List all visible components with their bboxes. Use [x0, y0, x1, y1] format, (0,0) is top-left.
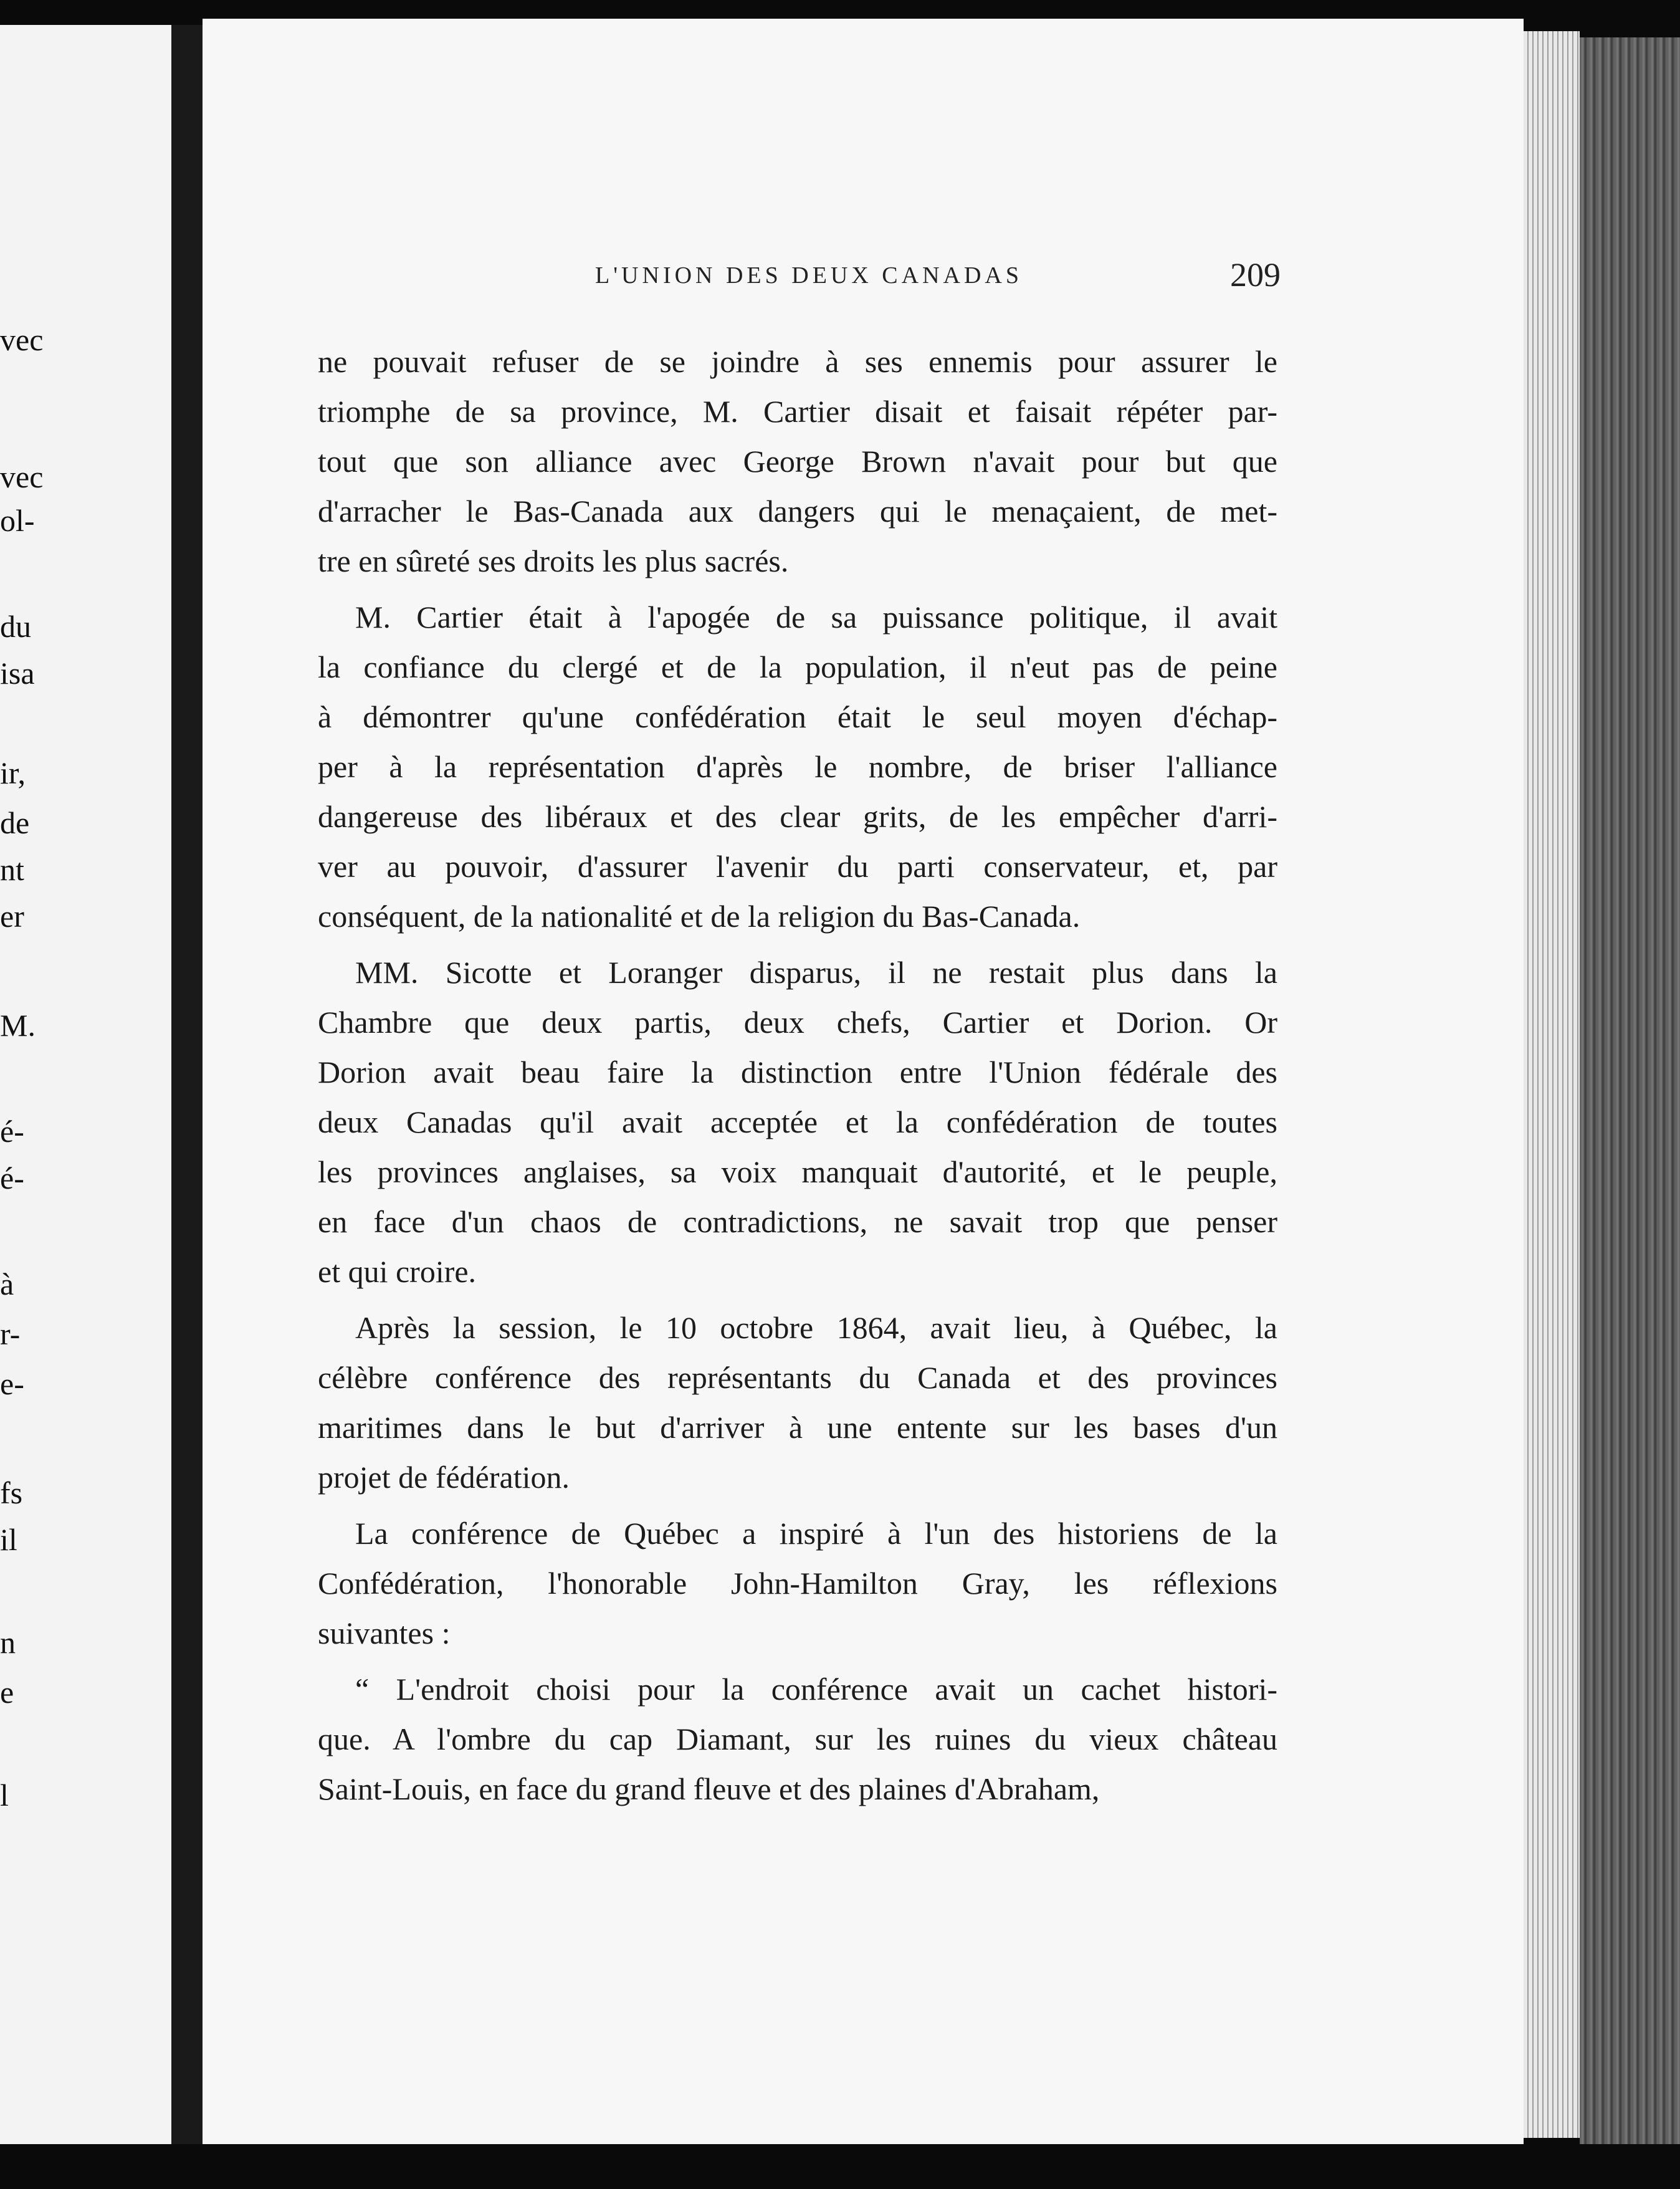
margin-fragment: de [0, 805, 30, 840]
text-line: les provinces anglaises, sa voix manquait d'autorité, et le peuple, [318, 1154, 1277, 1189]
text-line: en face d'un chaos de contradictions, ne savait trop que penser [318, 1204, 1277, 1239]
margin-fragment: M. [0, 1008, 36, 1043]
text-line: M. Cartier était à l'apogée de sa puissance politique, il avait [355, 600, 1277, 635]
paragraph [318, 1664, 1277, 1814]
paragraph [318, 947, 1277, 1296]
text-line: projet de fédération. [318, 1460, 570, 1495]
text-line: triomphe de sa province, M. Cartier disait et faisait répéter par- [318, 394, 1277, 429]
text-line: d'arracher le Bas-Canada aux dangers qui le menaçaient, de met- [318, 494, 1277, 529]
text-line: MM. Sicotte et Loranger disparus, il ne restait plus dans la [355, 955, 1277, 990]
margin-fragment: à [0, 1267, 14, 1301]
text-line: conséquent, de la nationalité et de la religion du Bas-Canada. [318, 899, 1081, 934]
margin-fragment: n [0, 1625, 16, 1660]
text-line: dangereuse des libéraux et des clear grits, de les empêcher d'arri- [318, 799, 1277, 834]
gutter [171, 25, 203, 2144]
text-line: à démontrer qu'une confédération était le seul moyen d'échap- [318, 699, 1277, 734]
running-title: L'UNION DES DEUX CANADAS [595, 262, 1023, 289]
paragraph [318, 337, 1277, 586]
text-body [318, 337, 1277, 1820]
book-side [1580, 37, 1680, 2144]
text-line: Dorion avait beau faire la distinction entre l'Union fédérale des [318, 1055, 1277, 1090]
text-line: et qui croire. [318, 1254, 477, 1289]
margin-fragment: e [0, 1675, 14, 1710]
text-line: maritimes dans le but d'arriver à une entente sur les bases d'un [318, 1410, 1277, 1445]
margin-fragment: il [0, 1522, 17, 1557]
margin-fragment: r- [0, 1316, 21, 1351]
text-line: per à la représentation d'après le nombre, de briser l'alliance [318, 749, 1277, 784]
paragraph [318, 1508, 1277, 1658]
margin-fragment: é- [0, 1114, 24, 1149]
margin-fragment: fs [0, 1475, 23, 1510]
text-line: ver au pouvoir, d'assurer l'avenir du parti conservateur, et, par [318, 849, 1277, 884]
margin-fragment: er [0, 899, 24, 934]
text-line: Saint-Louis, en face du grand fleuve et des plaines d'Abraham, [318, 1771, 1100, 1806]
page-number: 209 [1230, 256, 1281, 294]
paragraph [318, 1303, 1277, 1502]
text-line: “ L'endroit choisi pour la conférence avait un cachet histori- [355, 1672, 1277, 1707]
text-line: Après la session, le 10 octobre 1864, avait lieu, à Québec, la [355, 1310, 1277, 1345]
page-header [595, 256, 1281, 299]
text-line: suivantes : [318, 1616, 451, 1650]
text-line: deux Canadas qu'il avait acceptée et la confédération de toutes [318, 1104, 1277, 1139]
margin-fragment: du [0, 609, 31, 644]
margin-fragment: nt [0, 852, 24, 887]
margin-fragment: é- [0, 1161, 24, 1195]
text-line: ne pouvait refuser de se joindre à ses ennemis pour assurer le [318, 344, 1277, 379]
margin-fragment: isa [0, 656, 35, 691]
paragraph [318, 592, 1277, 941]
page-edges [1524, 31, 1580, 2138]
margin-fragment: e- [0, 1366, 24, 1401]
margin-fragment: ir, [0, 755, 26, 790]
text-line: Chambre que deux partis, deux chefs, Cartier et Dorion. Or [318, 1005, 1277, 1040]
margin-fragment: ol- [0, 503, 35, 538]
text-line: tout que son alliance avec George Brown n'avait pour but que [318, 444, 1277, 479]
left-page [0, 25, 171, 2144]
text-line: célèbre conférence des représentants du Canada et des provinces [318, 1360, 1277, 1395]
margin-fragment: l [0, 1778, 9, 1813]
margin-fragment: vec [0, 322, 44, 357]
text-line: Confédération, l'honorable John-Hamilton Gray, les réflexions [318, 1566, 1277, 1601]
margin-fragment: vec [0, 459, 44, 494]
text-line: tre en sûreté ses droits les plus sacrés. [318, 544, 789, 578]
text-line: La conférence de Québec a inspiré à l'un des historiens de la [355, 1516, 1277, 1551]
text-line: la confiance du clergé et de la population, il n'eut pas de peine [318, 649, 1277, 684]
text-line: que. A l'ombre du cap Diamant, sur les ruines du vieux château [318, 1722, 1277, 1756]
